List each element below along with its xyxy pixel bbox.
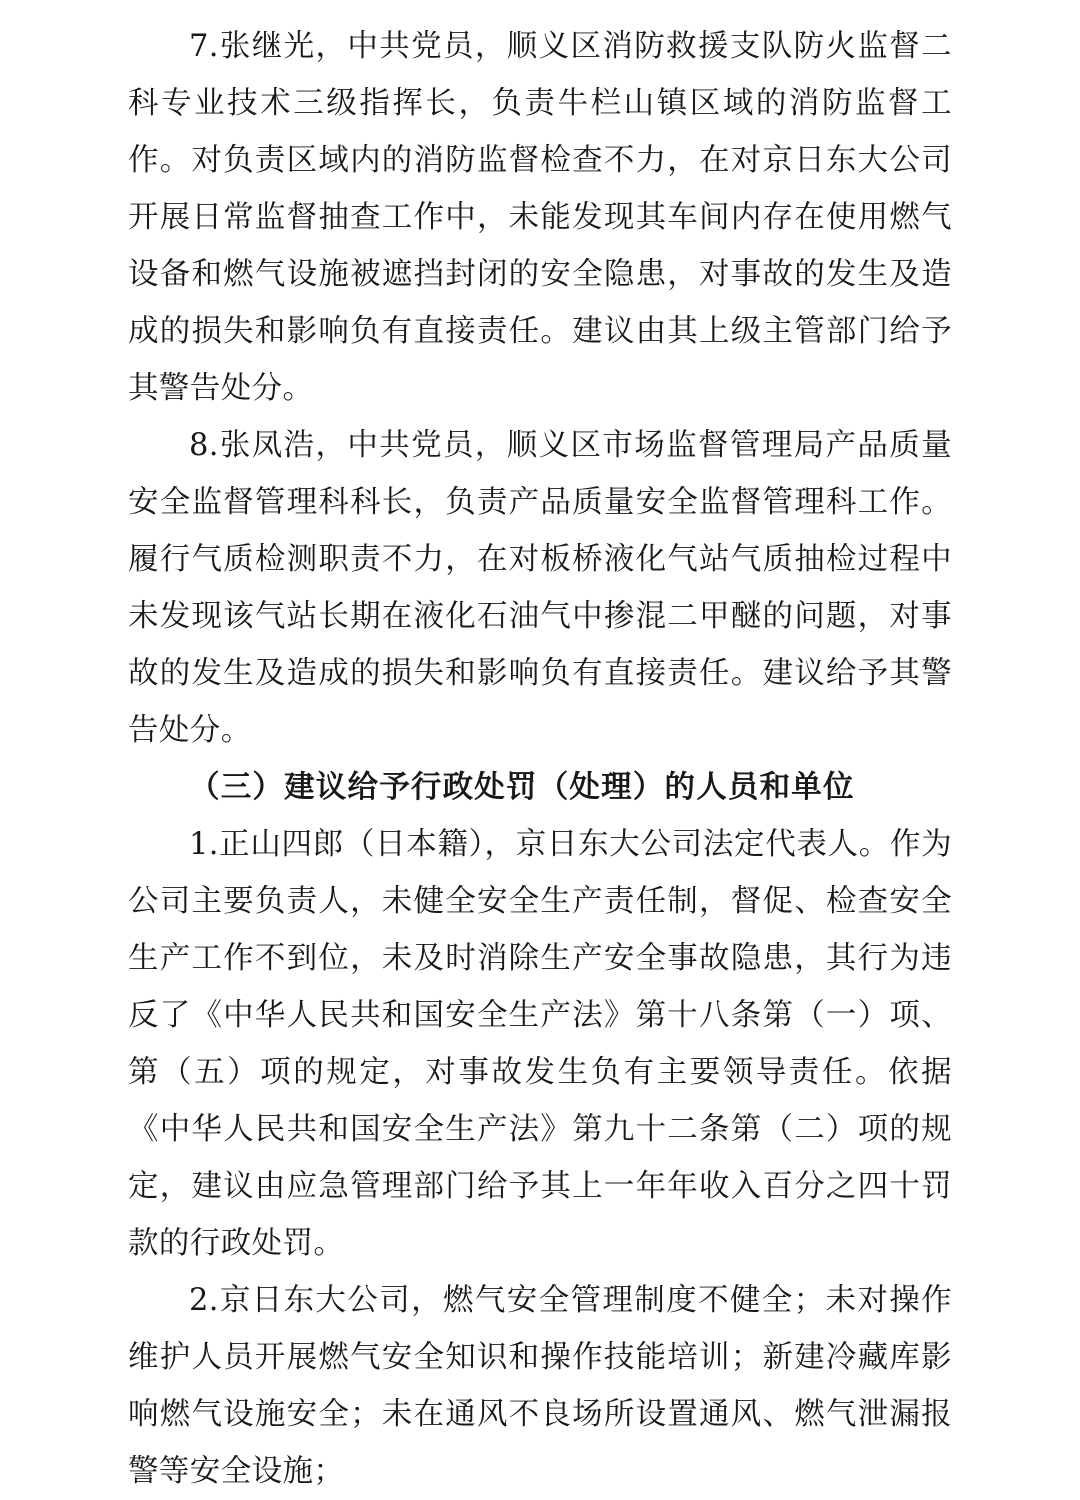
paragraph-item-8: 8.张凤浩，中共党员，顺义区市场监督管理局产品质量安全监督管理科科长，负责产品质量安全监督管理科工作。履行气质检测职责不力，在对板桥液化气站气质抽检过程中未发现该气站长期在液化石油气中掺混二甲醚的问题，对事故的发生及造成的损失和影响负有直接责任。建议给予其警告处分。 [128,428,952,748]
paragraph-item-7: 7.张继光，中共党员，顺义区消防救援支队防火监督二科专业技术三级指挥长，负责牛栏山镇区域的消防监督工作。对负责区域内的消防监督检查不力，在对京日东大公司开展日常监督抽查工作中，未能发现其车间内存在使用燃气设备和燃气设施被遮挡封闭的安全隐患，对事故的发生及造成的损失和影响负有直接责任。建议由其上级主管部门给予其警告处分。 [128,29,952,406]
paragraph-item-2: 2.京日东大公司，燃气安全管理制度不健全；未对操作维护人员开展燃气安全知识和操作技能培训；新建冷藏库影响燃气设施安全；未在通风不良场所设置通风、燃气泄漏报警等安全设施； [128,1283,952,1489]
paragraph-item-1: 1.正山四郎（日本籍），京日东大公司法定代表人。作为公司主要负责人，未健全安全生产责任制，督促、检查安全生产工作不到位，未及时消除生产安全事故隐患，其行为违反了《中华人民共和国安全生产法》第十八条第（一）项、第（五）项的规定，对事故发生负有主要领导责任。依据《中华人民共和国安全生产法》第九十二条第（二）项的规定，建议由应急管理部门给予其上一年年收入百分之四十罚款的行政处罚。 [128,827,952,1261]
section-heading-3: （三）建议给予行政处罚（处理）的人员和单位 [189,769,855,805]
